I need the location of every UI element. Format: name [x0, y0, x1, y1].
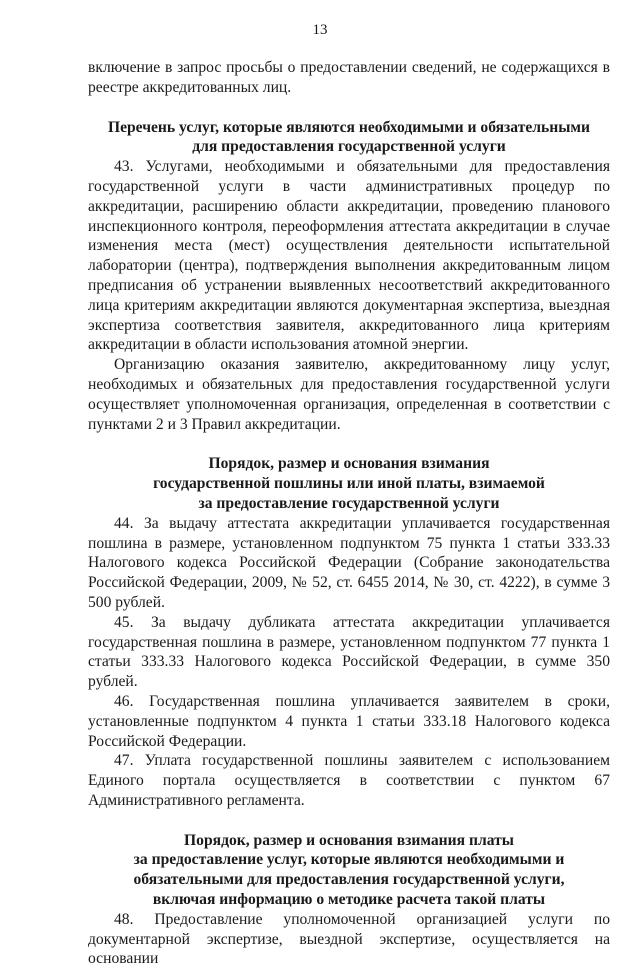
paragraph-organization: Организацию оказания заявителю, аккредитованному лицу услуг, необходимых и обязательных для предоставления государственной услуги осуществляет уполномоченная организация, определенная в соответствии с пунктами 2 и 3 Правил аккредитации.	[88, 356, 610, 433]
intro-paragraph: включение в запрос просьбы о предоставлении сведений, не содержащихся в реестре аккредитованных лиц.	[88, 59, 610, 96]
heading-line: государственной пошлины или иной платы, взимаемой	[153, 475, 545, 493]
heading-line: для предоставления государственной услуги	[192, 138, 506, 156]
heading-line: Порядок, размер и основания взимания платы	[184, 831, 514, 849]
paragraph-45: 45. За выдачу дубликата аттестата аккредитации уплачивается государственная пошлина в размере, установленном подпунктом 77 пункта 1 статьи 333.33 Налогового кодекса Российской Федерации, в сумме 350 рублей.	[88, 613, 610, 691]
section-heading-service-fee	[88, 831, 610, 910]
paragraph-43: 43. Услугами, необходимыми и обязательными для предоставления государственной услуги в части административных процедур по аккредитации, расширению области аккредитации, проведению планового инспекционного контроля, переоформления аттестата аккредитации в случае изменения места (мест) осуществления деятельности испытательной лаборатории (центра), подтверждения выполнения аккредитованным лицом предписания об устранении выявленных несоответствий аккредитованного лица критериям аккредитации являются документарная экспертиза, выездная экспертиза соответствия заявителя, аккредитованного лица критериям аккредитации в области использования атомной энергии.	[88, 158, 610, 354]
section-heading-services	[88, 118, 610, 158]
paragraph-44: 44. За выдачу аттестата аккредитации уплачивается государственная пошлина в размере, установленном подпунктом 75 пункта 1 статьи 333.33 Налогового кодекса Российской Федерации (Собрание законодательства Российской Федерации, 2009, № 52, ст. 6455 2014, № 30, ст. 4222), в сумме 3 500 рублей.	[88, 514, 610, 611]
heading-line: включая информацию о методике расчета такой платы	[152, 891, 546, 909]
paragraph-46: 46. Государственная пошлина уплачивается заявителем в сроки, установленные подпунктом 4 пункта 1 статьи 333.18 Налогового кодекса Российской Федерации.	[88, 692, 610, 750]
heading-line: обязательными для предоставления государственной услуги,	[133, 871, 565, 889]
heading-line: за предоставление государственной услуги	[198, 494, 500, 512]
heading-line: Перечень услуг, которые являются необходимыми и обязательными	[107, 118, 591, 136]
paragraph-48: 48. Предоставление уполномоченной организацией услуги по документарной экспертизе, выездной экспертизе, осуществляется на основании	[88, 910, 610, 968]
heading-line: Порядок, размер и основания взимания	[208, 455, 490, 473]
page-number: 13	[312, 22, 328, 38]
document-body	[88, 58, 610, 969]
section-heading-state-fee	[88, 454, 610, 513]
heading-line: за предоставление услуг, которые являются необходимыми и	[133, 851, 565, 869]
paragraph-47: 47. Уплата государственной пошлины заявителем с использованием Единого портала осуществляется в соответствии с пунктом 67 Административного регламента.	[88, 752, 610, 809]
